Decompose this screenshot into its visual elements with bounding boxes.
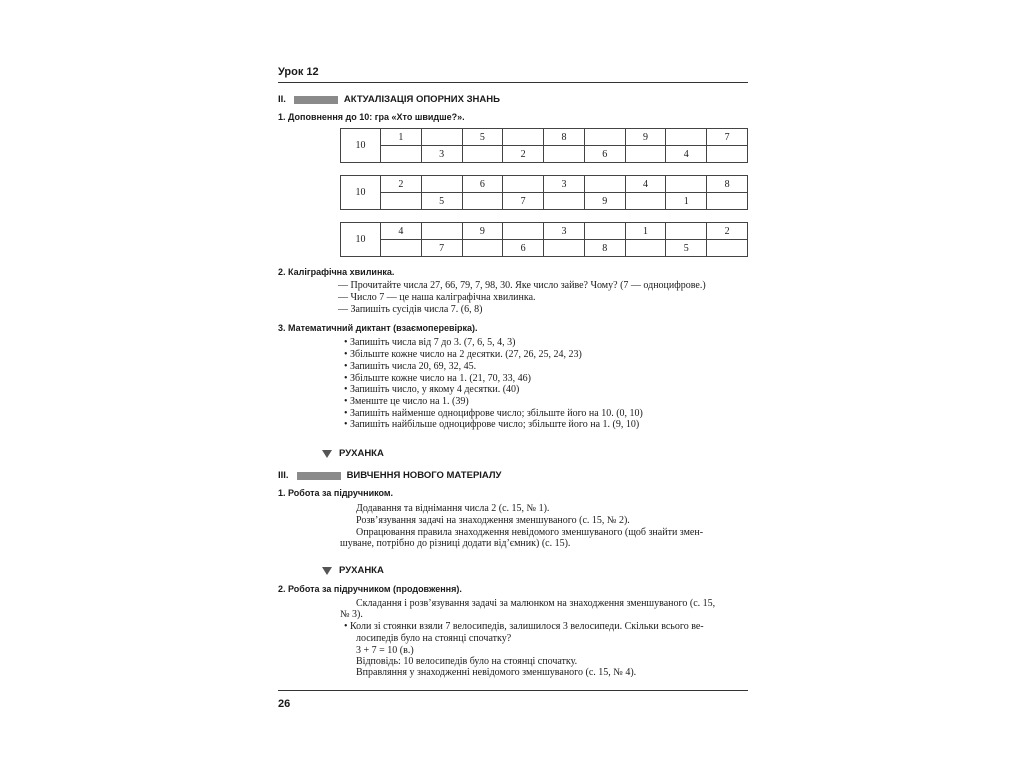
table-cell: 9: [584, 193, 625, 210]
table-cell: 3: [421, 146, 462, 163]
text-line: Розв’язування задачі на знаходження зменшуваного (с. 15, № 2).: [356, 515, 630, 526]
table-cell-ten: 10: [341, 223, 381, 257]
task4-title: 1. Робота за підручником.: [278, 488, 394, 498]
table-cell: [381, 146, 422, 163]
table-cell: [666, 176, 707, 193]
triangle-down-icon: [322, 450, 332, 458]
table-cell: [584, 129, 625, 146]
table-cell: 5: [421, 193, 462, 210]
list-item: • Запишіть найбільше одноцифрове число; збільште його на 1. (9, 10): [344, 419, 640, 430]
table-cell: [625, 193, 666, 210]
ruhanka-label: РУХАНКА: [339, 448, 384, 459]
task5-title: 2. Робота за підручником (продовження).: [278, 584, 462, 594]
table-cell: 8: [544, 129, 585, 146]
table-cell: 4: [625, 176, 666, 193]
section-bar: [297, 472, 341, 480]
table-cell: 5: [462, 129, 503, 146]
table-cell: 2: [381, 176, 422, 193]
table-cell: 9: [625, 129, 666, 146]
table-cell: [421, 223, 462, 240]
footer-rule: [278, 690, 748, 691]
table-cell: [381, 193, 422, 210]
table-cell: [707, 240, 748, 257]
task1-title: 1. Доповнення до 10: гра «Хто швидше?».: [278, 112, 465, 122]
list-item: • Запишіть найменше одноцифрове число; збільште його на 10. (0, 10): [344, 408, 643, 419]
table-cell: [544, 193, 585, 210]
table-cell: 6: [503, 240, 544, 257]
table-cell: [544, 240, 585, 257]
complement-table-2: [340, 175, 748, 210]
table-cell: 1: [666, 193, 707, 210]
ruhanka-break-1: [322, 448, 384, 459]
table-cell: [666, 129, 707, 146]
list-item: • Зменште це число на 1. (39): [344, 396, 469, 407]
page-number: 26: [278, 698, 291, 710]
text-line: лосипедів було на стоянці спочатку?: [356, 633, 512, 644]
table-cell: 3: [544, 176, 585, 193]
table-cell: [462, 240, 503, 257]
text-line: Додавання та віднімання числа 2 (с. 15, № 1).: [356, 503, 550, 514]
list-item: • Запишіть число, у якому 4 десятки. (40): [344, 384, 520, 395]
list-item: • Запишіть числа від 7 до 3. (7, 6, 5, 4, 3): [344, 337, 516, 348]
table-cell: 2: [707, 223, 748, 240]
list-item: • Збільште кожне число на 2 десятки. (27, 26, 25, 24, 23): [344, 349, 582, 360]
table-cell: [381, 240, 422, 257]
table-cell: 6: [584, 146, 625, 163]
table-cell: 4: [381, 223, 422, 240]
table-cell: [462, 146, 503, 163]
section-number: III.: [278, 470, 289, 481]
table-cell: 7: [421, 240, 462, 257]
table-cell: 2: [503, 146, 544, 163]
table-cell: 6: [462, 176, 503, 193]
table-cell: [625, 146, 666, 163]
table-cell: [625, 240, 666, 257]
text-line: Опрацювання правила знаходження невідомого зменшуваного (щоб знайти змен-: [356, 527, 704, 538]
table-cell-ten: 10: [341, 129, 381, 163]
text-line: 3 + 7 = 10 (в.): [356, 645, 414, 656]
table-cell: 3: [544, 223, 585, 240]
table-cell: 4: [666, 146, 707, 163]
text-line: — Запишіть сусідів числа 7. (6, 8): [338, 304, 483, 315]
triangle-down-icon: [322, 567, 332, 575]
task2-title: 2. Каліграфічна хвилинка.: [278, 267, 395, 277]
table-cell: 7: [707, 129, 748, 146]
table-cell: 1: [381, 129, 422, 146]
table-cell: 5: [666, 240, 707, 257]
text-line: шуване, потрібно до різниці додати від’ємник) (с. 15).: [340, 538, 571, 549]
complement-table-3: [340, 222, 748, 257]
section-title: АКТУАЛІЗАЦІЯ ОПОРНИХ ЗНАНЬ: [343, 94, 500, 105]
table-cell: 8: [707, 176, 748, 193]
table-cell: [503, 129, 544, 146]
list-item: • Збільште кожне число на 1. (21, 70, 33, 46): [344, 373, 531, 384]
table-cell: [584, 176, 625, 193]
text-line: Складання і розв’язування задачі за малюнком на знаходження зменшуваного (с. 15,: [356, 598, 716, 609]
table-cell: [544, 146, 585, 163]
text-line: • Коли зі стоянки взяли 7 велосипедів, залишилося 3 велосипеди. Скільки всього ве-: [344, 621, 704, 632]
table-cell: [666, 223, 707, 240]
table-cell: [503, 176, 544, 193]
table-cell-ten: 10: [341, 176, 381, 210]
list-item: • Запишіть числа 20, 69, 32, 45.: [344, 361, 477, 372]
table-cell: 7: [503, 193, 544, 210]
section-heading-2: [278, 94, 500, 105]
table-cell: [584, 223, 625, 240]
text-line: — Прочитайте числа 27, 66, 79, 7, 98, 30. Яке число зайве? Чому? (7 — одноцифрове.): [338, 280, 706, 291]
table-cell: [421, 129, 462, 146]
table-cell: [462, 193, 503, 210]
table-cell: 8: [584, 240, 625, 257]
text-line: — Число 7 — це наша каліграфічна хвилинка.: [338, 292, 536, 303]
table-cell: [707, 146, 748, 163]
table-cell: 9: [462, 223, 503, 240]
section-heading-3: [278, 470, 501, 481]
text-line: № 3).: [340, 609, 363, 620]
table-cell: [421, 176, 462, 193]
table-cell: 1: [625, 223, 666, 240]
ruhanka-break-2: [322, 565, 384, 576]
table-cell: [707, 193, 748, 210]
text-line: Вправляння у знаходженні невідомого зменшуваного (с. 15, № 4).: [356, 667, 637, 678]
section-title: ВИВЧЕННЯ НОВОГО МАТЕРІАЛУ: [346, 470, 502, 481]
section-number: II.: [278, 94, 286, 105]
header-rule: [278, 82, 748, 83]
section-bar: [294, 96, 338, 104]
ruhanka-label: РУХАНКА: [339, 565, 384, 576]
lesson-header: Урок 12: [278, 66, 319, 78]
complement-table-1: [340, 128, 748, 163]
text-line: Відповідь: 10 велосипедів було на стоянці спочатку.: [356, 656, 578, 667]
task3-title: 3. Математичний диктант (взаємоперевірка).: [278, 323, 478, 333]
table-cell: [503, 223, 544, 240]
